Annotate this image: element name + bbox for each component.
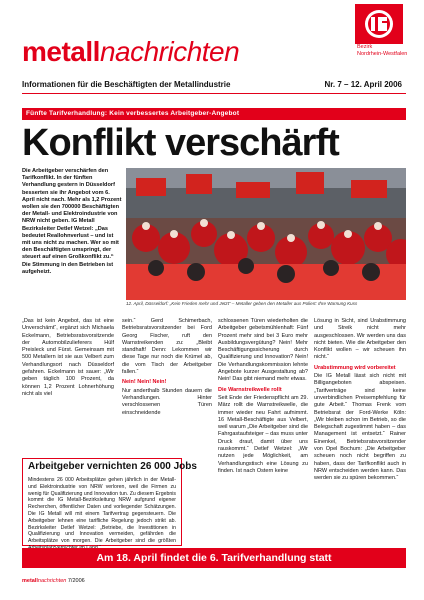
- body-column-3: [218, 318, 308, 476]
- body-col3-text-b: Seit Ende der Friedenspflicht am 29. März rollt die Warnstreikwelle, die immer wieder neu Fahrt aufnimmt. 16 Metall-Beschäftigte aus Velbert, weil warum „Die Arbeitgeber sind die Fahrgastaufsteiger – das muss unter Druck drauf, damit über uns rauskommt.“ Detlef Wetzel: „Wir nutzen jede Möglichkeit, am Verhandlungstisch eine Lösung zu finden. Ist nach Ostern keine: [218, 394, 308, 474]
- article-kicker: Fünfte Tarifverhandlung: Kein verbessertes Arbeitgeber-Angebot: [22, 108, 406, 120]
- body-col4-subhead: Urabstimmung wird vorbereitet: [314, 364, 396, 371]
- body-column-1: [22, 318, 114, 399]
- jobs-box-title: Arbeitgeber vernichten 26 000 Jobs: [28, 461, 197, 472]
- body-col4-text-b: Die IG Metall lässt sich nicht mit Billigangeboten abspeisen. „Tarifverträge sind keine unverbindlichen Preisempfehlung für gute Arbeit.“ Thomas Frenk vom Betriebsrat der Ford-Werke Köln: „Wir bleiben schon im Betrieb, so die Belegschaft zugestimmt haben – das Management ist entsetzt.“ Rainer Einenkel, Betriebsratsvorsitzender von Opel Bochum: „Die Arbeitgeber scheuen noch nicht begriffen zu haben, dass der Tarifkonflikt auch in NRW entscheiden werden kann. Das werden sie zu spüren bekommen.“: [314, 373, 406, 482]
- article-headline: Konflikt verschärft: [22, 122, 339, 164]
- body-col2-subhead: Nein! Nein! Nein!: [122, 379, 167, 386]
- masthead-title-italic: nachrichten: [99, 36, 240, 67]
- logo-subtitle: [357, 44, 407, 57]
- masthead-subtitle: Informationen für die Beschäftigten der Metallindustrie: [22, 80, 231, 89]
- masthead-title-bold: metall: [22, 36, 100, 67]
- body-col3-text-a: schlossenen Türen wiederholten die Arbeitgeber gebetsmühlenhaft: Fünf Prozent mehr sind bei 3 Euro mehr Ausbildungsvergütung? Nein! Mehr Beschäftigungssicherung durch Qualifizierung und Innovation? Nein! Die Verhandlungskommission lehnte Angebote kurzer Ausgestaltung ab? Nein! Das gibt niemand mehr etwas.: [218, 318, 308, 383]
- body-col1-text: „Das ist kein Angebot, das ist eine Unverschämt“, ergänzt sich Michaela Eckelmann, Betriebsratsvorsitzende der Automobilzulieferers Hülf Preisleck und Fürst. Gemeinsam mit 500 Metallern ist sie aus Velbert zum Verhandlungsort nach Düsseldorf gefahren. Eckelmann ist sauer: „Wir geben täglich 100 Prozent, da können 1,2 Prozent Lohnerhöhung nicht als viel: [22, 318, 114, 397]
- body-col3-subhead: Die Warnstreikwelle rollt: [218, 386, 282, 393]
- body-col2-text-a: sein.“ Gerd Schimerbach, Betriebsratsvorsitzender bei Ford Georg Fischer, ruft den Warnstreikenden zu: „Bleibt standhaft! Denn: Lekommen wir diese Tage nur noch die Krümel ab, die vom Tisch der Arbeitgeber fallen.“: [122, 318, 212, 376]
- footer-issue: 7/2006: [67, 578, 85, 584]
- jobs-box-text: Mindestens 26 000 Arbeitsplätze gehen jährlich in der Metall- und Elektroindustrie von NRW verloren, weil die Firmen zu wenig für Qualifizierung und Innovation tun. Zu diesem Ergebnis kommt die IG Metall-Bezirksleitung NRW aufgrund eigener Recherchen, öffentlicher Daten und vorliegender Schätzungen. Die IG Metall will mit einem Tarifvertrag gegensteuern. Die Arbeitgeber lehnen eine tarifliche Regelung jedoch strikt ab. Bezirksleiter Detlef Wetzel: „Betriebe, die Investitionen in Qualifizierung und Innovation vermeiden, gefährden die Arbeitsplätze von morgen. Die Arbeitgeber sind die größten: [28, 477, 176, 545]
- masthead-title: [22, 36, 239, 68]
- demonstration-photo: [126, 168, 406, 300]
- body-col2-text-b: Nur anderthalb Stunden dauern die Verhandlungen. Hinter verschlossenen Türen einschneidende: [122, 387, 212, 416]
- negotiation-date-banner: Am 18. April findet die 6. Tarifverhandlung statt: [22, 548, 406, 568]
- body-column-2: [122, 318, 212, 418]
- header-rule: [22, 93, 406, 94]
- footer-brand-bold: metall: [22, 578, 38, 584]
- body-col4-text-a: Lösung in Sicht, sind Urabstimmung und Streik nicht mehr ausgeschlossen. Wir werden uns das nicht bieten. Wie die Arbeitgeber den Konflikt wollen – wir scheuen ihn nicht.“: [314, 318, 406, 361]
- issue-number: Nr. 7 – 12. April 2006: [324, 80, 402, 89]
- article-lead: Die Arbeitgeber verschärfen den Tarifkonflikt. In der fünften Verhandlung gestern in Düsseldorf besserten sie ihr Angebot vom 6. April nicht nach. Mehr als 1,2 Prozent wollen sie den 700000 Beschäftigten der Metall- und Elektroindustrie von NRW nicht geben. IG Metall Bezirksleiter Detlef Wetzel: „Das bedeutet Reallohnverlust – und ist mit uns nicht zu machen. Wer so mit den Beschäftigten umspringt, der steuert auf einen Großkonflikt zu.“ Die Stimmung in den Betrieben ist aufgeheizt.: [22, 168, 122, 275]
- body-column-4: [314, 318, 406, 484]
- footer-brand-italic: nachrichten: [37, 578, 67, 584]
- page-footer: [22, 578, 85, 584]
- logo-sub-line2: Nordrhein-Westfalen: [357, 50, 408, 57]
- photo-caption: 12. April, Düsseldorf: „Kein Frieden mehr und Jetzt“ – Metaller geben den Metaller aus Poliert: Ihre Warnung Kuss: [126, 301, 358, 306]
- ig-metall-logo-icon: [355, 4, 403, 44]
- logo-sub-line1: Bezirk: [357, 44, 373, 50]
